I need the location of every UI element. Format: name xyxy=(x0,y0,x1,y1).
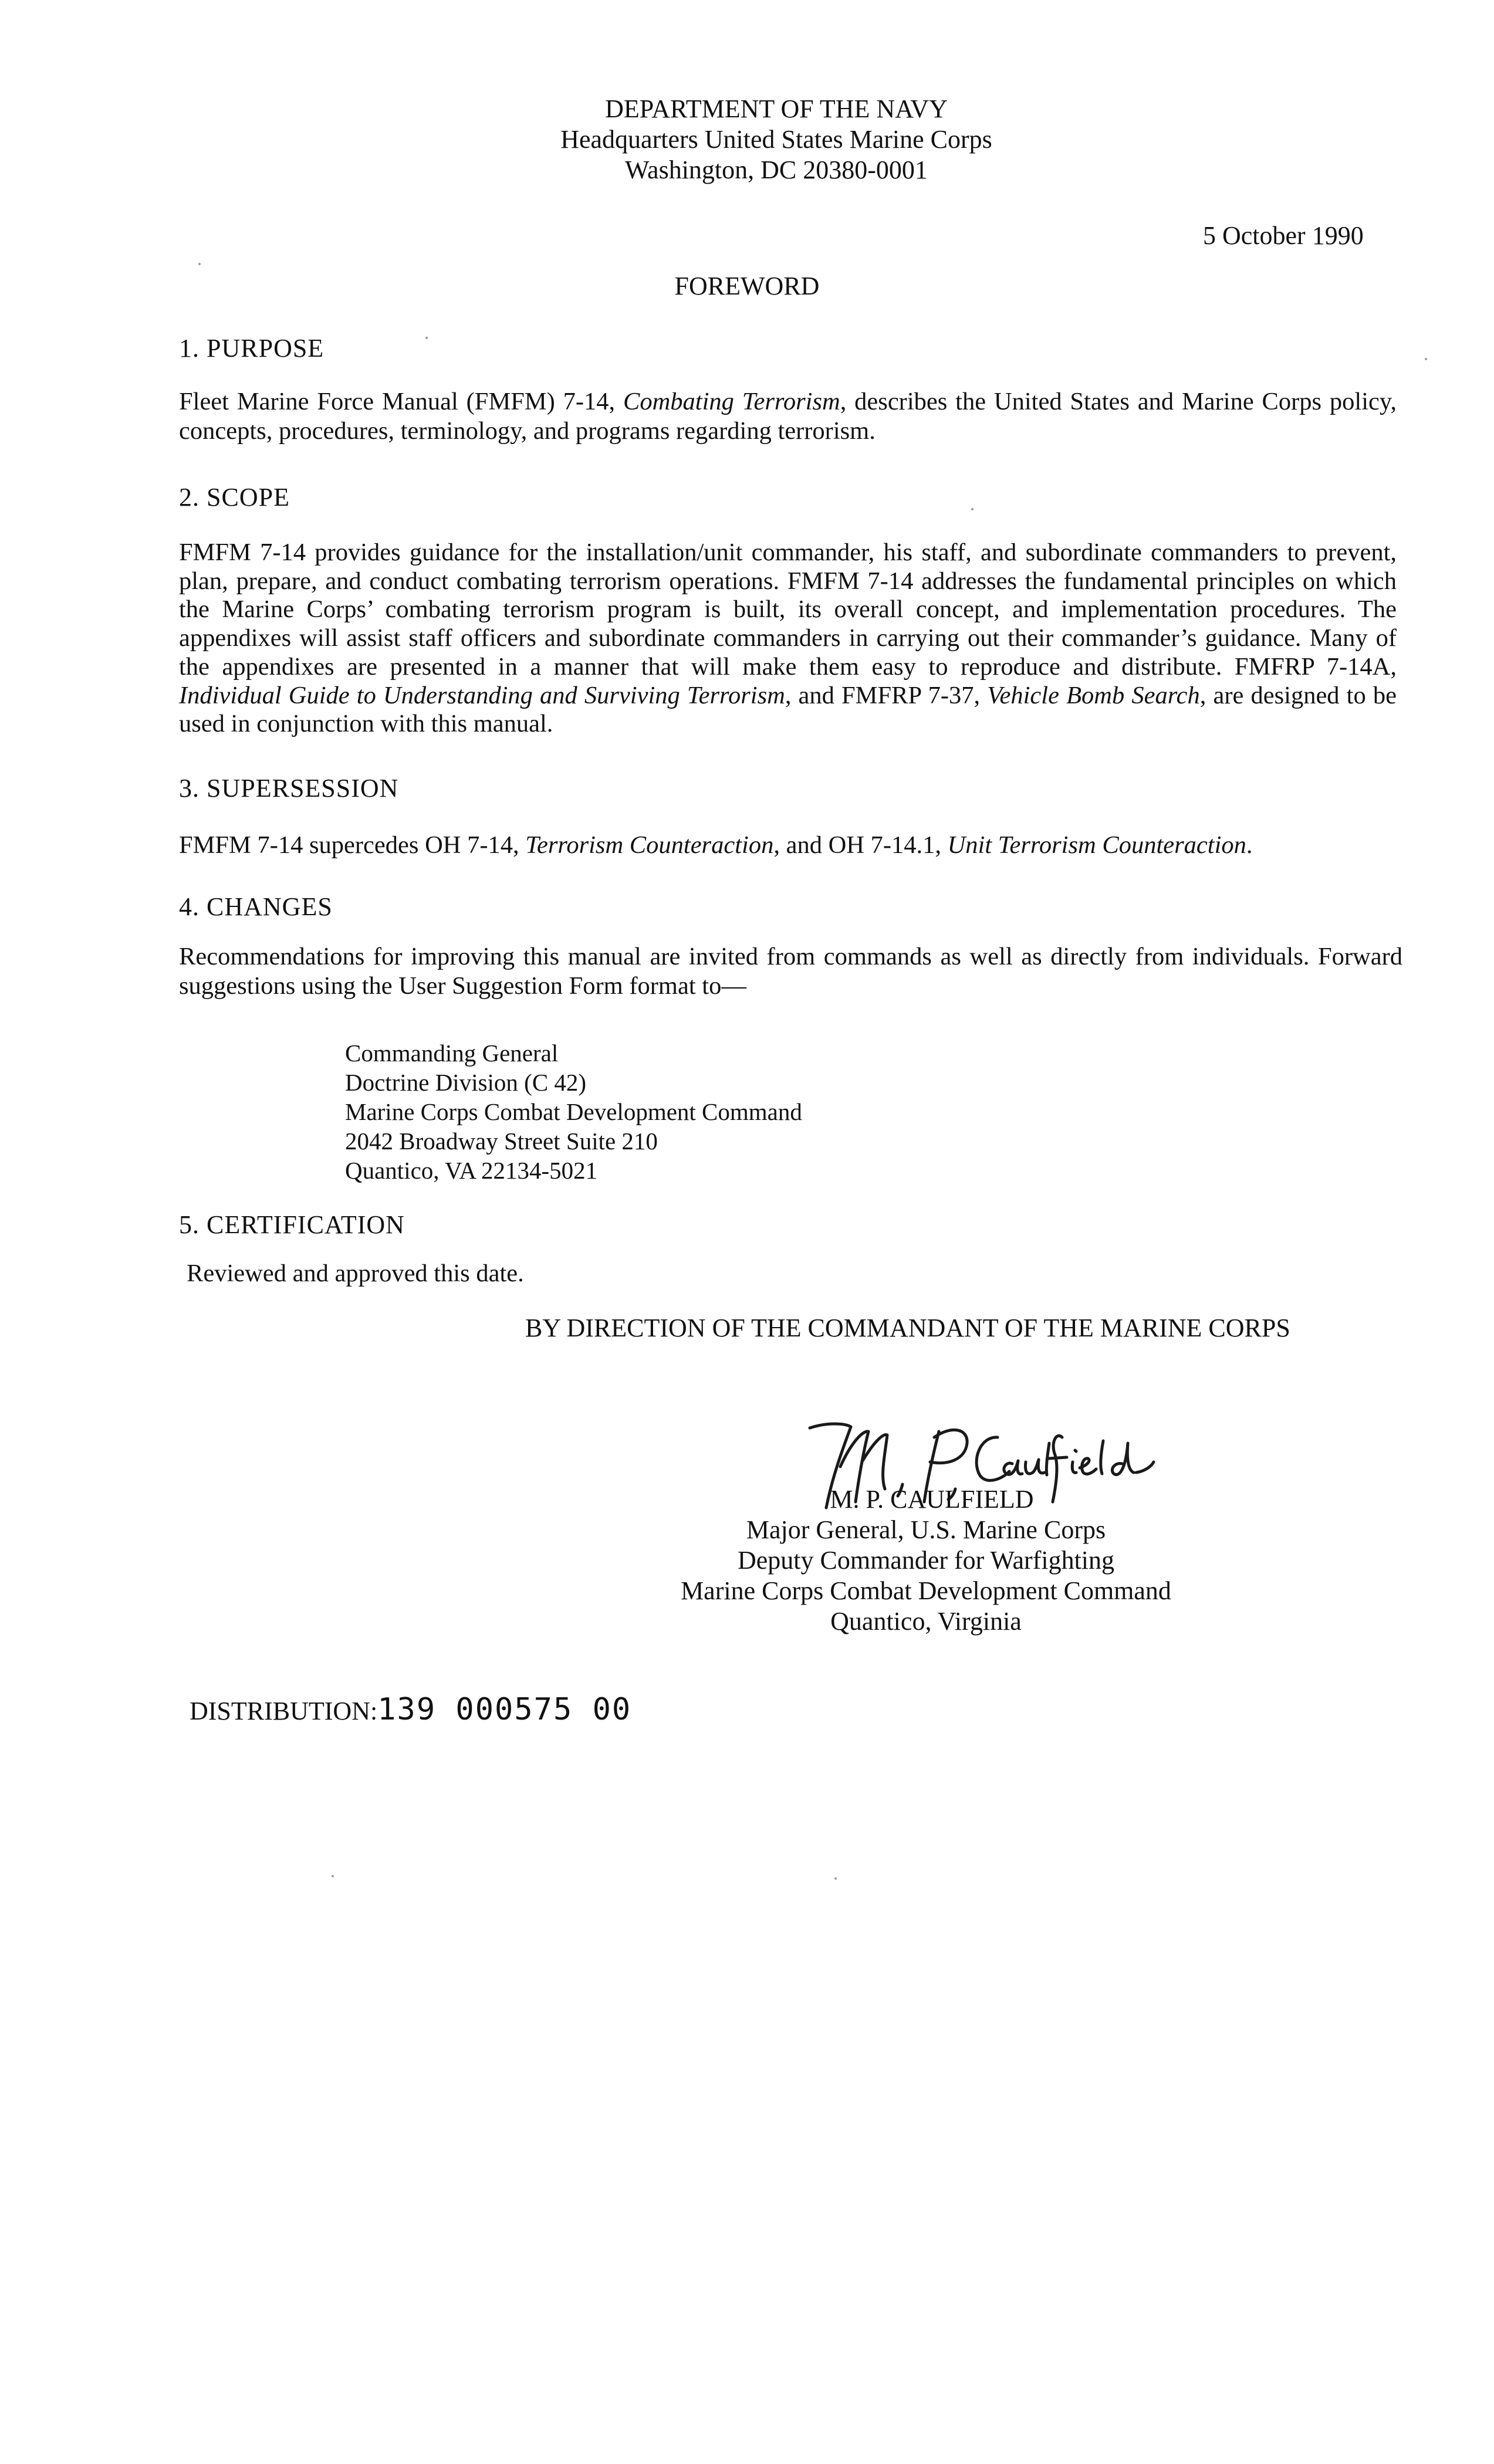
document-date: 5 October 1990 xyxy=(1203,221,1364,250)
scan-speck xyxy=(332,1875,334,1877)
scope-text-2: , and FMFRP 7-37, xyxy=(785,681,988,709)
supersession-title-italic-2: Unit Terrorism Counteraction xyxy=(947,831,1246,859)
section-body-changes: Recommendations for improving this manual are invited from commands as well as directly from individuals. Forward suggestions using the User Suggestion Form format to— xyxy=(179,943,1402,1000)
signer-rank: Major General, U.S. Marine Corps xyxy=(746,1515,1106,1544)
signer-title: Deputy Commander for Warfighting xyxy=(737,1546,1115,1575)
distribution-label: DISTRIBUTION: xyxy=(190,1697,378,1725)
scan-speck xyxy=(1425,358,1427,360)
signer-command: Marine Corps Combat Development Command xyxy=(681,1576,1171,1605)
section-body-supersession xyxy=(179,831,1423,860)
section-body-purpose xyxy=(179,387,1397,446)
scope-text-3: , are designed to be used in conjunction with this manual. xyxy=(179,681,1397,738)
address-line: Doctrine Division (C 42) xyxy=(345,1069,587,1096)
address-line: Commanding General xyxy=(345,1040,559,1067)
mailing-address xyxy=(345,1038,802,1185)
distribution-code: 139 000575 00 xyxy=(377,1692,632,1727)
supersession-text-3: . xyxy=(1246,831,1253,859)
supersession-text-2: , and OH 7-14.1, xyxy=(773,831,948,859)
purpose-title-italic: Combating Terrorism xyxy=(623,388,840,415)
scope-title-italic-1: Individual Guide to Understanding and Surviving Terrorism xyxy=(179,681,785,709)
scan-speck xyxy=(198,263,201,265)
section-heading-changes: 4. CHANGES xyxy=(179,892,333,921)
scan-speck xyxy=(425,337,428,339)
scan-speck xyxy=(834,1877,837,1880)
section-body-scope xyxy=(179,539,1397,739)
signer-location: Quantico, Virginia xyxy=(830,1607,1022,1636)
section-body-certification: Reviewed and approved this date. xyxy=(187,1260,524,1287)
address-line: Quantico, VA 22134-5021 xyxy=(345,1157,598,1184)
scope-text-1: FMFM 7-14 provides guidance for the installation/unit commander, his staff, and subordinate commanders to prevent, plan, prepare, and conduct combating terrorism operations. FMFM 7-14 addresses the fundamental principles on which the Marine Corps’ combating terrorism program is built, its overall concept, and implementation procedures. The appendixes will assist staff officers and subordinate commanders in carrying out their commander’s guidance. Many of the appendixes are presented in a manner that will make them easy to reproduce and distribute. FMFRP 7-14A, xyxy=(179,539,1397,681)
supersession-text-1: FMFM 7-14 supercedes OH 7-14, xyxy=(179,831,526,859)
page-title: FOREWORD xyxy=(674,272,820,300)
scan-speck xyxy=(971,508,974,510)
supersession-title-italic-1: Terrorism Counteraction xyxy=(525,831,774,859)
signature-block xyxy=(630,1484,1222,1637)
by-direction-line: BY DIRECTION OF THE COMMANDANT OF THE MARINE CORPS xyxy=(525,1314,1290,1342)
letterhead xyxy=(454,94,1099,185)
section-heading-scope: 2. SCOPE xyxy=(179,483,290,512)
purpose-text-1: Fleet Marine Force Manual (FMFM) 7-14, xyxy=(179,388,624,415)
letterhead-headquarters: Headquarters United States Marine Corps xyxy=(560,125,992,154)
section-heading-supersession: 3. SUPERSESSION xyxy=(179,774,399,803)
section-heading-purpose: 1. PURPOSE xyxy=(179,334,325,363)
address-line: Marine Corps Combat Development Command xyxy=(345,1098,802,1125)
signer-name: M. P. CAULFIELD xyxy=(830,1485,1034,1514)
scope-title-italic-2: Vehicle Bomb Search xyxy=(987,681,1200,709)
purpose-text-2: , describes the United States and Marine Corps policy, concepts, procedures, terminology, and programs regarding terrorism. xyxy=(179,388,1397,445)
letterhead-department: DEPARTMENT OF THE NAVY xyxy=(605,94,948,123)
distribution-line xyxy=(190,1692,631,1727)
address-line: 2042 Broadway Street Suite 210 xyxy=(345,1128,658,1155)
letterhead-address: Washington, DC 20380-0001 xyxy=(625,155,928,184)
section-heading-certification: 5. CERTIFICATION xyxy=(179,1210,405,1239)
